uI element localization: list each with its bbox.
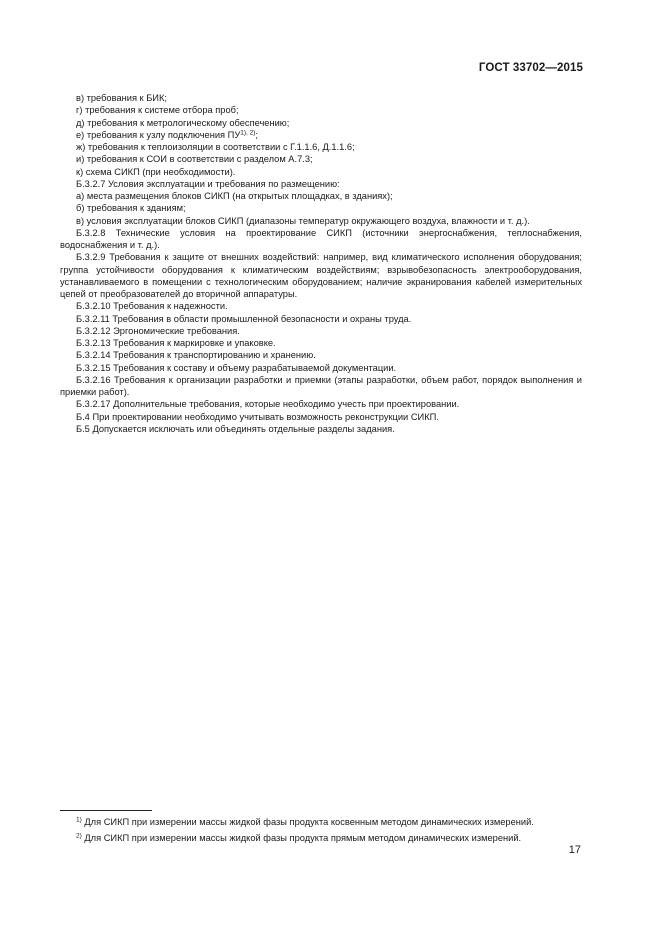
footnote-1 [60,814,582,830]
list-item-b: б) требования к зданиям; [76,203,186,214]
list-item-e-end: ; [255,129,259,140]
list-item-v2: в) условия эксплуатации блоков СИКП (диапазоны температур окружающего воздуха, влажности и т. д.). [76,215,530,226]
clause-b3215: Б.3.2.15 Требования к составу и объему разрабатываемой документации. [76,362,397,373]
clause-b328: Б.3.2.8 Технические условия на проектирование СИКП (источники энергоснабжения, теплоснабжения, водоснабжения и т. д.). [60,227,582,250]
page-number: 17 [568,844,581,856]
footnote-2-text: Для СИКП при измерении массы жидкой фазы продукта прямым методом динамических измерений. [81,833,522,843]
list-item-zh: ж) требования к теплоизоляции в соответствии с Г.1.1.6, Д.1.1.6; [76,142,355,152]
document-code: ГОСТ 33702—2015 [478,62,583,74]
list-item-d: д) требования к метрологическому обеспечению; [76,117,290,128]
list-item-v: в) требования к БИК; [76,93,167,103]
clause-b327: Б.3.2.7 Условия эксплуатации и требования по размещению: [76,178,340,189]
footnote-divider [60,810,152,811]
clause-b329: Б.3.2.9 Требования к защите от внешних воздействий: например, вид климатического исполнения оборудования; группа устойчивости оборудования к климатическим воздействиям; взрывобезопасность электрооборудования, устанавливаемого в помещении с технологическим оборудованием; наличие экранирования кабелей измерительных цепей от преобразователей до вторичной аппаратуры. [60,252,582,299]
clause-b3217: Б.3.2.17 Дополнительные требования, которые необходимо учесть при проектировании. [76,399,460,410]
footnote-1-marker: 1) [76,816,82,824]
clause-b4: Б.4 При проектировании необходимо учитывать возможность реконструкции СИКП. [76,411,439,422]
list-item-e-text: е) требования к узлу подключения ПУ [76,129,241,140]
clause-b3211: Б.3.2.11 Требования в области промышленной безопасности и охраны труда. [76,313,412,324]
clause-b3212: Б.3.2.12 Эргономические требования. [76,325,240,336]
list-item-i: и) требования к СОИ в соответствии с разделом А.7.3; [76,154,313,165]
list-item-g: г) требования к системе отбора проб; [76,105,239,116]
clause-b3216: Б.3.2.16 Требования к организации разработки и приемки (этапы разработки, объем работ, порядок выполнения и приемки работ). [60,374,582,397]
footnote-1-text: Для СИКП при измерении массы жидкой фазы продукта косвенным методом динамических измерений. [81,817,534,827]
list-item-a: а) места размещения блоков СИКП (на открытых площадках, в зданиях); [76,191,393,201]
footnote-ref: 1), 2) [240,129,256,137]
clause-b3210: Б.3.2.10 Требования к надежности. [76,301,228,312]
footnotes [60,814,582,846]
footnote-2 [60,830,582,846]
main-text [60,92,582,435]
clause-b3213: Б.3.2.13 Требования к маркировке и упаковке. [76,338,276,348]
clause-b3214: Б.3.2.14 Требования к транспортированию и хранению. [76,350,316,361]
footnote-2-marker: 2) [76,832,82,840]
list-item-k: к) схема СИКП (при необходимости). [76,166,236,177]
clause-b5: Б.5 Допускается исключать или объединять отдельные разделы задания. [76,423,395,434]
list-item-e [60,129,582,141]
